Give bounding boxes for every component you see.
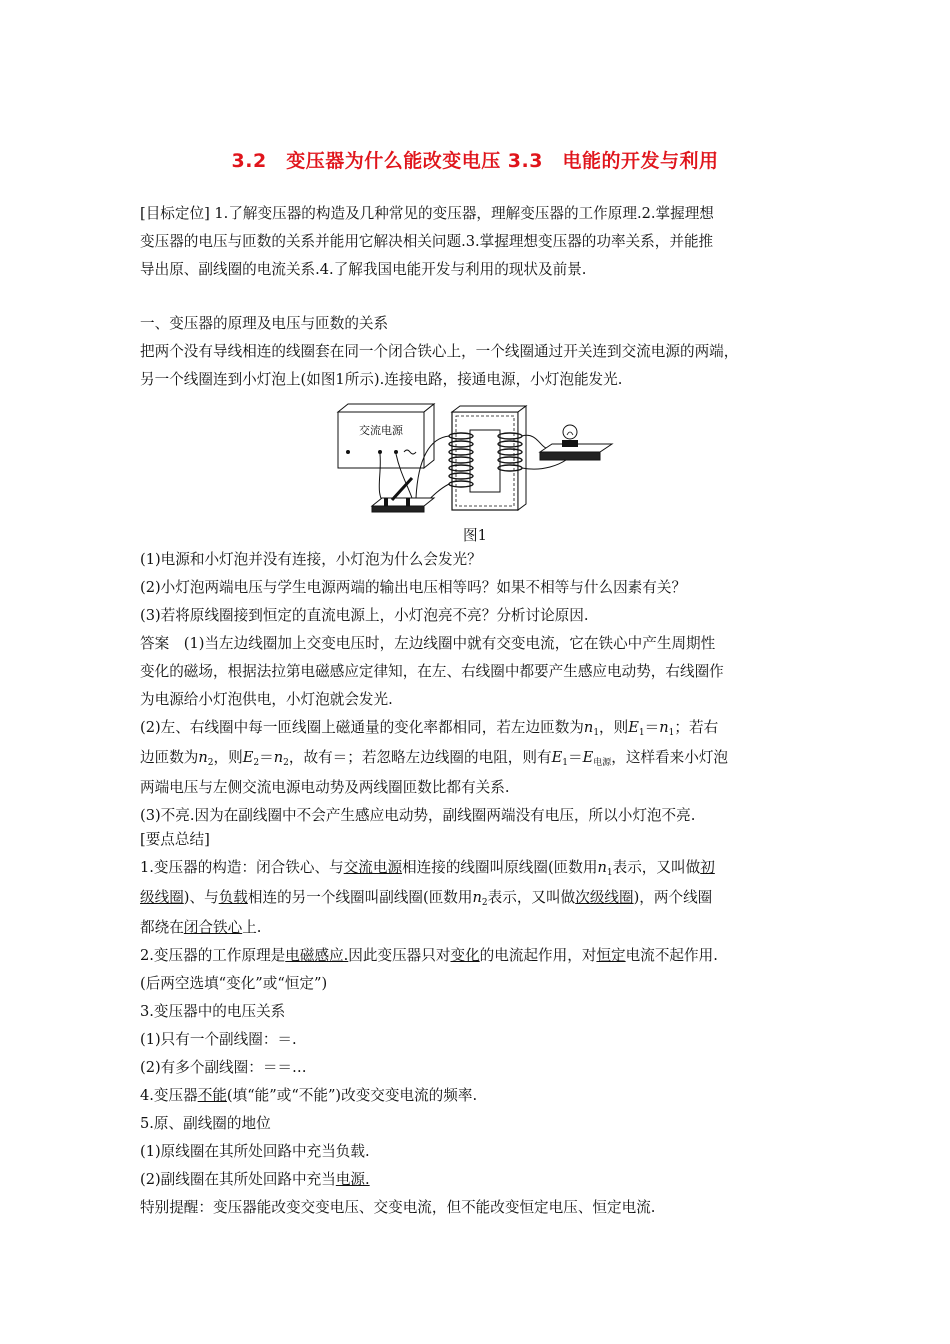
answer-line: (2)左、右线圈中每一匝线圈上磁通量的变化率都相同，若左边匝数为$n_1$，则$E_1=n_1$；若右	[140, 719, 719, 738]
intro-line: 把两个没有导线相连的线圈套在同一个闭合铁心上，一个线圈通过开关连到交流电源的两端，	[140, 343, 739, 360]
answer-line: 为电源给小灯泡供电，小灯泡就会发光.	[140, 691, 393, 708]
answer-section	[140, 630, 820, 830]
answer-line: (3)不亮.因为在副线圈中不会产生感应电动势，副线圈两端没有电压，所以小灯泡不亮.	[140, 807, 696, 824]
summary-line: (1)只有一个副线圈：＝.	[140, 1031, 297, 1048]
goals-line: 变压器的电压与匝数的关系并能用它解决相关问题.3.掌握理想变压器的功率关系，并能推	[140, 233, 714, 250]
summary-line: (后两空选填“变化”或“恒定”)	[140, 975, 328, 992]
summary-line: 1.变压器的构造：闭合铁心、与交流电源相连接的线圈叫原线圈(匝数用$n_1$表示，又叫做初	[140, 859, 715, 878]
summary-line: 3.变压器中的电压关系	[140, 1003, 286, 1020]
goals-line: [目标定位] 1.了解变压器的构造及几种常见的变压器，理解变压器的工作原理.2.掌握理想	[140, 205, 714, 222]
answer-line: 变化的磁场，根据法拉第电磁感应定律知，在左、右线圈中都要产生感应电动势，右线圈作	[140, 663, 724, 680]
summary-section	[140, 826, 820, 1222]
question-1: (1)电源和小灯泡并没有连接，小灯泡为什么会发光？	[140, 551, 482, 568]
summary-line: 都绕在闭合铁心上.	[140, 919, 262, 936]
answer-line: 边匝数为$n_2$，则$E_2=n_2$，故有＝；若忽略左边线圈的电阻，则有$E_1=E_{电源}$，这样看来小灯泡	[140, 749, 729, 768]
page-title: 3.2 变压器为什么能改变电压 3.3 电能的开发与利用	[231, 150, 719, 172]
power-supply-label: 交流电源	[359, 424, 403, 437]
transformer-figure	[334, 402, 614, 522]
summary-line: 4.变压器不能(填“能”或“不能”)改变交变电流的频率.	[140, 1087, 478, 1104]
summary-line: (1)原线圈在其所处回路中充当负载.	[140, 1143, 370, 1160]
answer-line: 两端电压与左侧交流电源电动势及两线圈匝数比都有关系.	[140, 779, 510, 796]
summary-line: 级线圈)、与负载相连的另一个线圈叫副线圈(匝数用$n_2$表示，又叫做次级线圈)，两个线圈	[140, 889, 713, 908]
section-heading: 一、变压器的原理及电压与匝数的关系	[140, 315, 389, 332]
special-tip: 特别提醒：变压器能改变交变电压、交变电流，但不能改变恒定电压、恒定电流.	[140, 1199, 656, 1216]
figure-caption: 图1	[463, 527, 487, 544]
answer-line: 答案 (1)当左边线圈加上交变电压时，左边线圈中就有交变电流，它在铁心中产生周期性	[140, 635, 716, 652]
questions-list	[140, 546, 820, 630]
summary-heading: [要点总结]	[140, 831, 210, 848]
goals-line: 导出原、副线圈的电流关系.4.了解我国电能开发与利用的现状及前景.	[140, 261, 587, 278]
summary-line: (2)有多个副线圈：＝＝…	[140, 1059, 307, 1076]
summary-line: 2.变压器的工作原理是电磁感应.因此变压器只对变化的电流起作用，对恒定电流不起作用.	[140, 947, 718, 964]
summary-line: 5.原、副线圈的地位	[140, 1115, 271, 1132]
intro-line: 另一个线圈连到小灯泡上(如图1所示).连接电路，接通电源，小灯泡能发光.	[140, 371, 623, 388]
goals-paragraph	[140, 200, 820, 284]
question-2: (2)小灯泡两端电压与学生电源两端的输出电压相等吗？如果不相等与什么因素有关？	[140, 579, 687, 596]
question-3: (3)若将原线圈接到恒定的直流电源上，小灯泡亮不亮？分析讨论原因.	[140, 607, 589, 624]
section-1-intro	[140, 310, 820, 394]
summary-line: (2)副线圈在其所处回路中充当电源.	[140, 1171, 370, 1188]
